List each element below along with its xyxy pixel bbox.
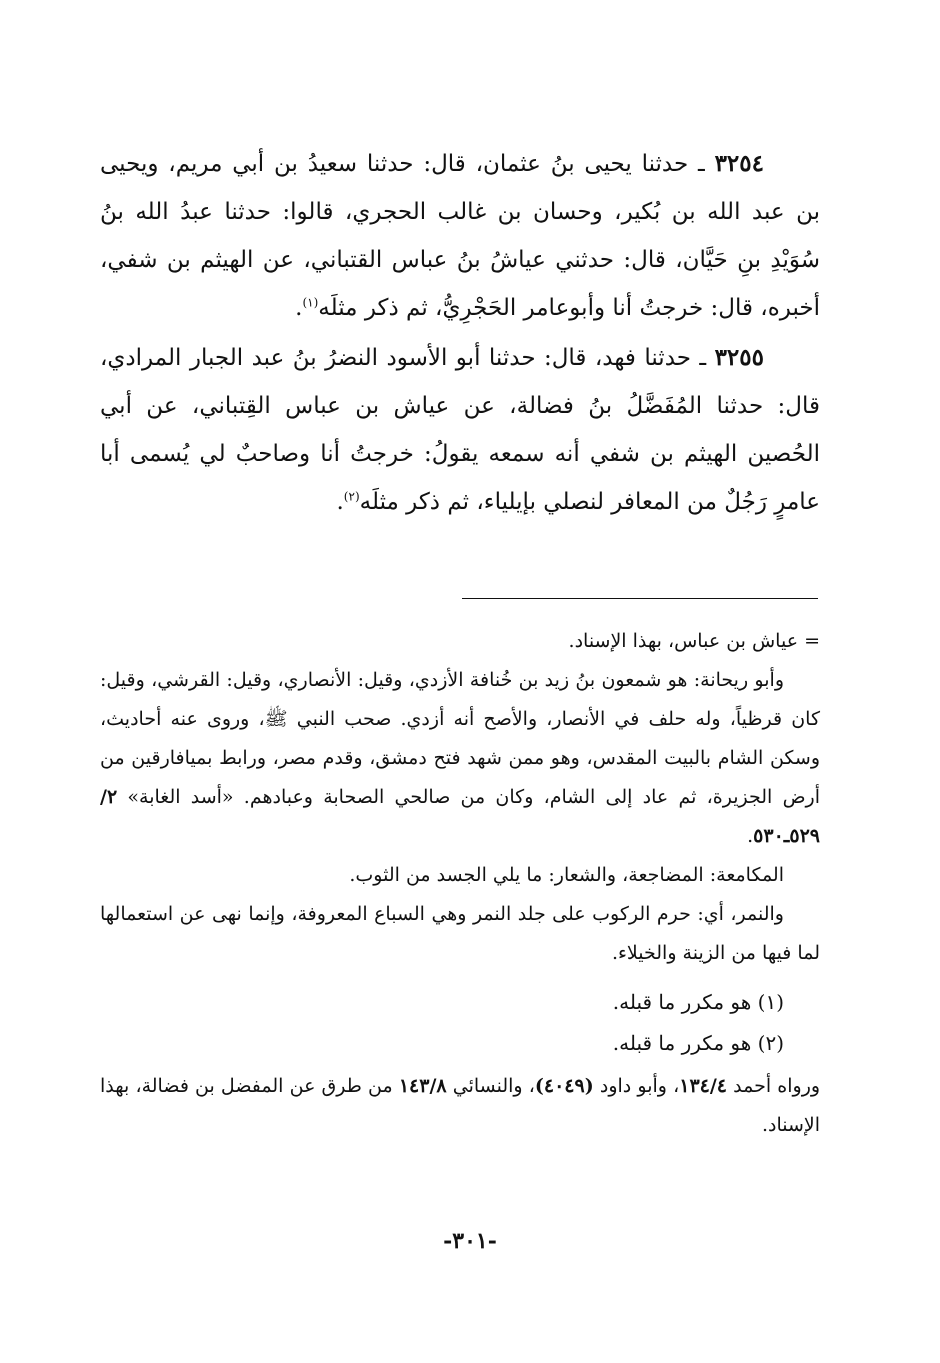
hadith-number: ٣٢٥٤ (714, 150, 764, 177)
footnote-text: من طرق عن المفضل بن فضالة، بهذا الإسناد. (100, 1075, 820, 1136)
footnote-ref: (١) (302, 295, 319, 310)
hadith-end: . (336, 489, 344, 515)
hadith-number: ٣٢٥٥ (714, 344, 764, 371)
main-text (100, 140, 820, 526)
footnote-paragraph (100, 661, 820, 856)
footnotes (100, 622, 820, 1145)
footnote-text: ، وأبو داود (599, 1075, 680, 1097)
footnote-continuation: = عياش بن عباس، بهذا الإسناد. (568, 630, 820, 652)
footnote-text: ورواه أحمد (733, 1075, 821, 1097)
footnote-reference: (٤٠٤٩) (534, 1075, 594, 1097)
hadith-3255 (100, 334, 820, 526)
hadith-text: ـ حدثنا يحيى بنُ عثمان، قال: حدثنا سعيدُ بن أبي مريم، ويحيى بن عبد الله بن بُكير، وحسان بن غالب الحجري، قالوا: حدثنا عبدُ الله بنُ سُوَيْدِ بنِ حَيَّان، قال: حدثني عياشُ بنُ عباس القتباني، عن الهيثم بن شفي، أخبره، قال: خرجتُ أنا وأبوعامر الحَجْرِيُّ، ثم ذكر مثلَه (100, 151, 820, 321)
footnote-text: وأبو ريحانة: هو شمعون بنُ زيد بن خُنافة الأزدي، وقيل: الأنصاري، وقيل: القرشي، وقيل: كان قرظياً، وله حلف في الأنصار، والأصح أنه أزدي. صحب النبي ﷺ، وروى عنه أحاديث، وسكن الشام بالبيت المقدس، وهو ممن شهد فتح دمشق، وقدم مصر، ورابط بميافارقين من أرض الجزيرة، ثم عاد إلى الشام، وكان من صالحي الصحابة وعبادهم. «أسد الغابة» (100, 669, 820, 808)
footnote-end: . (747, 825, 754, 847)
footnote-reference: ٢/ ٥٢٩ـ٥٣٠ (100, 786, 820, 847)
footnote-paragraph: المكامعة: المضاجعة، والشعار: ما يلي الجسد من الثوب. (349, 864, 784, 886)
footnote-text: ، والنسائي (452, 1075, 535, 1097)
footnote-2: (٢) هو مكرر ما قبله. (612, 1031, 784, 1055)
footnote-paragraph (100, 1067, 820, 1145)
footnote-reference: ١٤٣/٨ (398, 1075, 447, 1097)
footnote-ref: (٢) (343, 489, 360, 504)
hadith-3254 (100, 140, 820, 332)
footnote-reference: ١٣٤/٤ (679, 1075, 727, 1097)
footnote-1: (١) هو مكرر ما قبله. (612, 990, 784, 1014)
hadith-text: ـ حدثنا فهد، قال: حدثنا أبو الأسود النضرُ بنُ عبد الجبار المرادي، قال: حدثنا المُفَضَّلُ بنُ فضالة، عن عياش بن عباس القِتباني، عن أبي الحُصين الهيثم بن شفي أنه سمعه يقولُ: خرجتُ أنا وصاحبٌ لي يُسمى أبا عامرٍ رَجُلٌ من المعافر لنصلي بإيلياء، ثم ذكر مثلَه (100, 345, 820, 515)
hadith-end: . (295, 295, 303, 321)
page-number: -٣٠١- (443, 1228, 497, 1254)
footnote-separator (462, 598, 818, 599)
footnote-paragraph: والنمر، أي: حرم الركوب على جلد النمر وهي السباع المعروفة، وإنما نهى عن استعمالها لما فيها من الزينة والخيلاء. (100, 903, 820, 964)
